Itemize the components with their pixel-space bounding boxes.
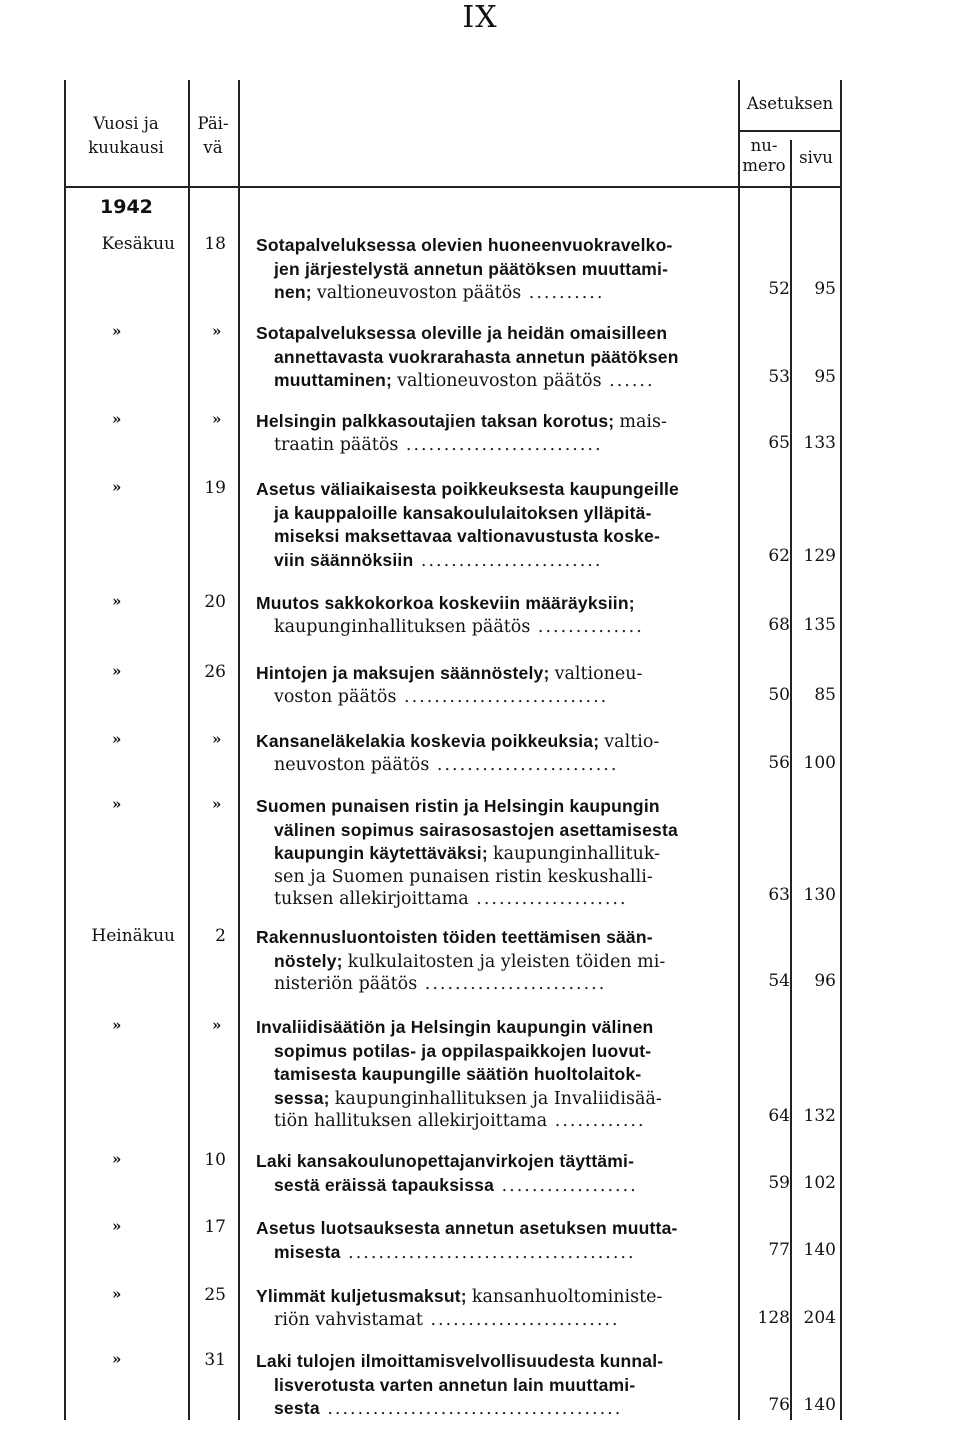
entry-month: » (112, 1285, 122, 1303)
header-day-line2: vä (203, 138, 223, 157)
entry-sivu: 100 (803, 752, 836, 773)
entry-title-bold: sopimus potilas- ja oppilaspaikkojen luovut- (274, 1040, 652, 1061)
entry-day: 20 (204, 592, 226, 612)
entry-title-bold: lisverotusta varten annetun lain muuttami- (274, 1374, 636, 1395)
entry-title-line (256, 616, 730, 639)
entry-title (256, 926, 730, 996)
column-rule (840, 80, 842, 1420)
page-number: IX (462, 0, 498, 35)
entry-title-line (256, 1241, 730, 1265)
dot-leader: .................... (468, 889, 628, 909)
entry-title-bold: misesta (274, 1241, 341, 1262)
entry-title-regular: kaupunginhallituksen ja Invaliidisää- (334, 1088, 662, 1109)
column-rule (738, 80, 740, 1420)
entry-title-line (256, 1309, 730, 1332)
entry-title (256, 1150, 730, 1197)
dot-leader: .............. (530, 616, 644, 637)
entry-numero: 77 (768, 1239, 790, 1260)
entry-title-line (256, 369, 730, 393)
entry-title-bold: Asetus väliaikaisesta poikkeuksesta kaupungeille (256, 479, 679, 499)
entry-month: » (112, 795, 122, 813)
dot-leader: ........................ (429, 754, 619, 775)
entry-title-line (256, 525, 730, 549)
entry-sivu: 95 (814, 279, 836, 299)
entry-title-line (256, 662, 730, 686)
header-numero-line1: nu- (750, 136, 778, 155)
entry-title-line (256, 281, 730, 305)
dot-leader: ...... (601, 371, 655, 391)
entry-title-line (256, 410, 730, 434)
entry-title-line (256, 502, 730, 526)
entry-title-line (256, 926, 730, 950)
entry-title-line (256, 478, 730, 502)
entry-sivu: 132 (803, 1106, 836, 1126)
entry-title-bold: Ylimmät kuljetusmaksut; (256, 1286, 472, 1306)
entry-sivu: 133 (803, 432, 836, 453)
entry-day: 2 (215, 926, 226, 946)
entry-day: 19 (204, 478, 226, 498)
entry-title (256, 478, 730, 572)
entry-numero: 64 (768, 1106, 790, 1126)
entry-sivu: 130 (803, 885, 836, 905)
entry-day: » (212, 1016, 222, 1034)
header-rule (64, 186, 842, 188)
entry-title-regular: valtioneuvoston päätös (397, 371, 602, 391)
entry-title-regular: valtioneuvoston päätös (316, 283, 522, 303)
dot-leader: ....................................... (319, 1399, 623, 1419)
entry-sivu: 140 (803, 1395, 836, 1415)
entry-title-regular: mais- (619, 412, 667, 432)
entry-title (256, 662, 730, 708)
header-asetus: Asetuksen (746, 94, 834, 113)
entry-title-line (256, 1285, 730, 1309)
entry-title-bold: Invaliidisäätiön ja Helsingin kaupungin välinen (256, 1017, 654, 1037)
entry-title-regular: valtioneu- (554, 664, 643, 684)
entry-title-bold: Rakennusluontoisten töiden teettämisen sään- (256, 927, 653, 947)
entry-title-regular: nisteriön päätös (274, 974, 418, 994)
entry-numero: 62 (768, 545, 790, 566)
header-day (190, 112, 236, 160)
entry-title-line (256, 950, 730, 974)
entry-title (256, 322, 730, 393)
entry-sivu: 95 (814, 367, 836, 387)
entry-title-bold: muuttaminen; (274, 370, 398, 390)
entry-title-bold: Suomen punaisen ristin ja Helsingin kaupungin (256, 796, 660, 816)
entry-title-bold: Helsingin palkkasoutajien taksan korotus; (256, 411, 620, 431)
dot-leader: ............ (547, 1111, 646, 1131)
entry-title-line (256, 1174, 730, 1198)
entry-title-bold: välinen sopimus sairasosastojen asettamisesta (274, 819, 678, 840)
entry-numero: 68 (768, 614, 790, 635)
entry-title-line (256, 322, 730, 346)
entry-day: 25 (204, 1285, 226, 1305)
entry-title-line (256, 973, 730, 996)
header-rule (738, 130, 842, 132)
entry-title-line (256, 842, 730, 866)
entry-month: » (112, 662, 122, 680)
entry-day: » (212, 410, 222, 428)
entry-title-bold: annettavasta vuokrarahasta annetun päätöksen (274, 346, 679, 367)
entry-title-regular: kaupunginhallituk- (492, 844, 661, 864)
entry-title-bold: nen; (274, 282, 317, 302)
header-numero (738, 136, 790, 176)
entry-numero: 50 (768, 684, 790, 705)
entry-numero: 76 (768, 1395, 790, 1415)
entry-title-line (256, 346, 730, 370)
entry-month: » (112, 1350, 122, 1368)
dot-leader: ......................... (422, 1309, 620, 1330)
entry-title-line (256, 1087, 730, 1111)
entry-title-bold: sessa; (274, 1087, 335, 1108)
entry-month: Heinäkuu (91, 926, 175, 946)
entry-day: » (212, 322, 222, 340)
dot-leader: .......... (521, 283, 605, 303)
entry-title-regular: sen ja Suomen punaisen ristin keskushalli- (274, 866, 653, 887)
entry-title-regular: kansanhuoltoministe- (471, 1287, 663, 1307)
header-year-month (66, 112, 186, 160)
entry-title (256, 234, 730, 305)
entry-numero: 63 (768, 885, 790, 905)
entry-title (256, 1016, 730, 1133)
entry-title-line (256, 686, 730, 709)
dot-leader: ........................ (417, 974, 607, 994)
year-label: 1942 (100, 196, 153, 218)
entry-title-line (256, 1110, 730, 1133)
entry-month: » (112, 730, 122, 748)
entry-title (256, 1350, 730, 1421)
dot-leader: .................. (494, 1175, 638, 1196)
entry-title-bold: Hintojen ja maksujen säännöstely; (256, 663, 555, 683)
entry-title-line (256, 1063, 730, 1087)
entry-day: 18 (204, 234, 226, 254)
entry-title-line (256, 258, 730, 282)
entry-numero: 59 (768, 1172, 790, 1193)
entry-title-line (256, 1350, 730, 1374)
entry-title-line (256, 1040, 730, 1064)
entry-title-regular: neuvoston päätös (274, 754, 430, 775)
entry-title-bold: sesta (274, 1398, 320, 1418)
entry-title-line (256, 888, 730, 911)
entry-title-bold: Kansaneläkelakia koskevia poikkeuksia; (256, 731, 605, 751)
entry-month: » (112, 1217, 122, 1235)
entry-month: » (112, 478, 122, 496)
entry-title-regular: voston päätös (274, 686, 397, 707)
entry-title-bold: viin säännöksiin (274, 549, 414, 570)
entry-title-bold: kaupungin käytettäväksi; (274, 843, 493, 863)
entry-title-line (256, 1217, 730, 1241)
entry-title-line (256, 795, 730, 819)
entry-title-line (256, 866, 730, 889)
entry-title (256, 1217, 730, 1264)
dot-leader: ........................ (413, 550, 603, 571)
entry-sivu: 96 (814, 971, 836, 991)
entry-title-line (256, 1016, 730, 1040)
entry-title-bold: Muutos sakkokorkoa koskeviin määräyksiin; (256, 593, 635, 613)
entry-day: 10 (204, 1150, 226, 1170)
entry-sivu: 85 (814, 684, 836, 705)
entry-sivu: 102 (803, 1172, 836, 1193)
entry-sivu: 204 (803, 1307, 836, 1328)
entry-title-bold: Sotapalveluksessa oleville ja heidän omaisilleen (256, 323, 668, 343)
entry-sivu: 140 (803, 1239, 836, 1260)
column-rule (64, 80, 66, 1420)
entry-title-bold: jen järjestelystä annetun päätöksen muuttami- (274, 258, 669, 279)
entry-title-regular: valtio- (604, 732, 660, 752)
entry-numero: 56 (768, 752, 790, 773)
entry-title-bold: ja kauppaloille kansakoululaitoksen ylläpitä- (274, 502, 652, 523)
dot-leader: ........................... (396, 686, 609, 707)
header-year-line2: kuukausi (88, 138, 164, 157)
entry-title (256, 410, 730, 456)
entry-day: » (212, 730, 222, 748)
entry-title-bold: tamisesta kaupungille säätiön huoltolaitok- (274, 1064, 642, 1084)
entry-title-bold: miseksi maksettavaa valtionavustusta koske- (274, 526, 661, 546)
entry-title-regular: riön vahvistamat (274, 1309, 423, 1330)
entry-title-line (256, 1397, 730, 1421)
entry-title (256, 1285, 730, 1331)
header-sivu: sivu (799, 148, 833, 167)
entry-title-bold: sestä eräissä tapauksissa (274, 1174, 495, 1195)
header-year-line1: Vuosi ja (93, 114, 159, 133)
entry-month: » (112, 1016, 122, 1034)
entry-title-regular: kulkulaitosten ja yleisten töiden mi- (347, 951, 666, 972)
entry-title-regular: traatin päätös (274, 434, 399, 455)
entry-numero: 53 (768, 367, 790, 387)
entry-title (256, 592, 730, 638)
column-rule (238, 80, 240, 1420)
entry-title-regular: kaupunginhallituksen päätös (274, 616, 531, 637)
entry-title-bold: Laki tulojen ilmoittamisvelvollisuudesta kunnal- (256, 1351, 664, 1371)
entry-title-bold: nöstely; (274, 950, 348, 971)
entry-numero: 65 (768, 432, 790, 453)
entry-day: 17 (204, 1217, 226, 1237)
entry-title-line (256, 754, 730, 777)
entry-numero: 54 (768, 971, 790, 991)
column-rule (790, 140, 792, 1420)
entry-day: 31 (204, 1350, 226, 1370)
entry-title-bold: Laki kansakoulunopettajanvirkojen täyttämi- (256, 1151, 635, 1171)
entry-month: » (112, 410, 122, 428)
entry-numero: 52 (768, 279, 790, 299)
entry-month: » (112, 322, 122, 340)
dot-leader: ...................................... (340, 1242, 636, 1263)
entry-month: » (112, 592, 122, 610)
entry-title (256, 795, 730, 911)
entry-day: 26 (204, 662, 226, 682)
entry-month: Kesäkuu (101, 234, 175, 254)
entry-title-bold: Sotapalveluksessa olevien huoneenvuokravelko- (256, 235, 673, 255)
dot-leader: .......................... (398, 434, 603, 455)
entry-title-line (256, 730, 730, 754)
column-rule (188, 80, 190, 1420)
entry-sivu: 135 (803, 614, 836, 635)
entry-title-regular: tiön hallituksen allekirjoittama (274, 1111, 548, 1131)
entry-title-line (256, 1150, 730, 1174)
entry-sivu: 129 (803, 545, 836, 566)
entry-title (256, 730, 730, 776)
header-numero-line2: mero (742, 156, 786, 175)
entry-title-line (256, 1374, 730, 1398)
entry-title-line (256, 234, 730, 258)
entry-numero: 128 (757, 1307, 790, 1328)
entry-title-line (256, 434, 730, 457)
entry-title-regular: tuksen allekirjoittama (274, 889, 469, 909)
entry-title-line (256, 819, 730, 843)
entry-title-bold: Asetus luotsauksesta annetun asetuksen muutta- (256, 1218, 678, 1238)
entry-title-line (256, 549, 730, 573)
header-day-line1: Päi- (197, 114, 229, 133)
entry-month: » (112, 1150, 122, 1168)
entry-day: » (212, 795, 222, 813)
entry-title-line (256, 592, 730, 616)
